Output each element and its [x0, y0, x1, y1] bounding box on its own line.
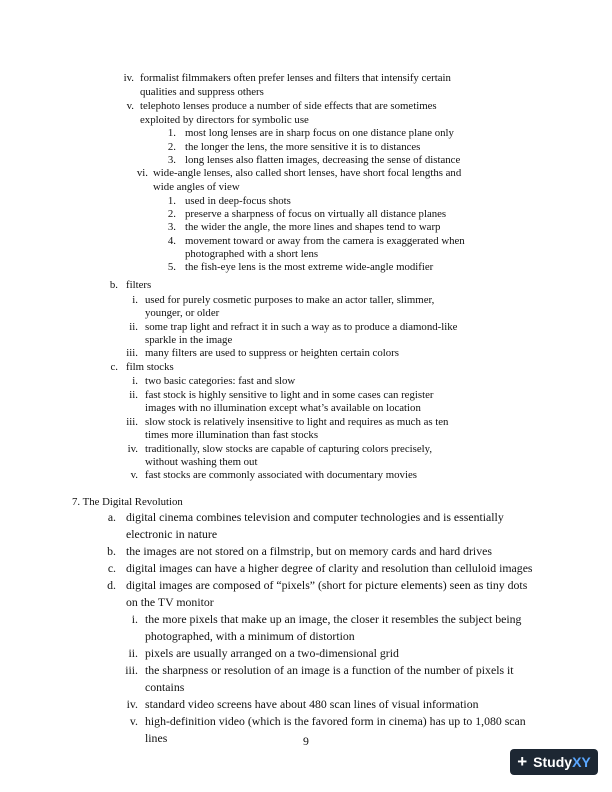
list-item-text: contains [145, 680, 185, 694]
list-item-text: fast stocks are commonly associated with documentary movies [145, 469, 417, 481]
list-marker: iv. [123, 72, 134, 84]
list-marker: c. [107, 561, 116, 575]
section-heading: 7. The Digital Revolution [72, 496, 183, 508]
list-marker: i. [132, 294, 138, 306]
list-item-text: high-definition video (which is the favored form in cinema) has up to 1,080 scan [145, 714, 526, 728]
list-marker: i. [132, 375, 138, 387]
list-marker: c. [110, 361, 118, 373]
list-item-text: qualities and suppress others [140, 86, 264, 98]
list-marker: 1. [167, 195, 176, 207]
list-marker: b. [109, 279, 118, 291]
list-marker: iii. [126, 347, 138, 359]
list-item-text: times more illumination than fast stocks [145, 429, 319, 441]
list-item-text: fast stock is highly sensitive to light and in some cases can register [145, 389, 434, 401]
list-item-text: most long lenses are in sharp focus on one distance plane only [185, 127, 454, 139]
list-marker: v. [129, 714, 138, 728]
list-item-text: images with no illumination except what’s available on location [145, 402, 421, 414]
list-item-text: the fish-eye lens is the most extreme wide-angle modifier [185, 261, 434, 273]
section-label: film stocks [126, 361, 174, 373]
list-item-text: without washing them out [145, 456, 258, 468]
list-item-text: telephoto lenses produce a number of side effects that are sometimes [140, 100, 437, 112]
list-item-text: pixels are usually arranged on a two-dimensional grid [145, 646, 399, 660]
page-number: 9 [303, 734, 309, 748]
list-item-text: many filters are used to suppress or heighten certain colors [145, 347, 399, 359]
list-marker: d. [107, 578, 116, 592]
list-marker: ii. [129, 389, 138, 401]
list-item-text: traditionally, slow stocks are capable of capturing colors precisely, [145, 443, 433, 455]
list-marker: b. [107, 544, 116, 558]
list-marker: iv. [127, 443, 138, 455]
list-marker: 2. [167, 208, 176, 220]
list-item-text: some trap light and refract it in such a way as to produce a diamond-like [145, 321, 458, 333]
list-marker: 4. [167, 235, 176, 247]
list-marker: iv. [126, 697, 138, 711]
plus-icon: + [517, 752, 528, 771]
list-item-text: exploited by directors for symbolic use [140, 114, 309, 126]
list-item-text: younger, or older [145, 307, 220, 319]
list-marker: vi. [136, 167, 148, 179]
list-item-text: the sharpness or resolution of an image is a function of the number of pixels it [145, 663, 514, 677]
list-marker: iii. [126, 416, 138, 428]
list-item-text: slow stock is relatively insensitive to light and requires as much as ten [145, 416, 449, 428]
studyxy-badge[interactable] [510, 749, 598, 775]
list-marker: i. [131, 612, 138, 626]
list-marker: a. [107, 510, 116, 524]
list-marker: 1. [167, 127, 176, 139]
list-item-text: preserve a sharpness of focus on virtually all distance planes [185, 208, 447, 220]
list-marker: 3. [167, 154, 176, 166]
list-marker: 3. [167, 221, 176, 233]
list-item-text: digital images are composed of “pixels” (short for picture elements) seen as tiny dots [126, 578, 528, 592]
list-item-text: long lenses also flatten images, decreasing the sense of distance [185, 154, 461, 166]
list-marker: 5. [167, 261, 176, 273]
list-marker: 2. [167, 141, 176, 153]
list-item-text: digital cinema combines television and computer technologies and is essentially [126, 510, 504, 524]
badge-label: StudyXY [533, 754, 591, 770]
list-item-text: formalist filmmakers often prefer lenses and filters that intensify certain [140, 72, 451, 84]
list-item-text: movement toward or away from the camera is exaggerated when [185, 235, 465, 247]
list-item-text: standard video screens have about 480 scan lines of visual information [145, 697, 479, 711]
list-item-text: sparkle in the image [145, 334, 233, 346]
list-item-text: photographed, with a minimum of distortion [145, 629, 355, 643]
list-item-text: the wider the angle, the more lines and shapes tend to warp [185, 221, 441, 233]
list-item-text: wide angles of view [153, 181, 240, 193]
list-item-text: used for purely cosmetic purposes to make an actor taller, slimmer, [145, 294, 435, 306]
list-item-text: two basic categories: fast and slow [145, 375, 296, 387]
list-item-text: on the TV monitor [126, 595, 214, 609]
list-marker: ii. [129, 321, 138, 333]
list-item-text: digital images can have a higher degree of clarity and resolution than celluloid images [126, 561, 533, 575]
list-marker: v. [126, 100, 134, 112]
list-item-text: the longer the lens, the more sensitive it is to distances [185, 141, 421, 153]
list-item-text: wide-angle lenses, also called short lenses, have short focal lengths and [153, 167, 462, 179]
list-item-text: lines [145, 731, 168, 745]
list-item-text: used in deep-focus shots [185, 195, 291, 207]
section-label: filters [126, 279, 152, 291]
list-item-text: the more pixels that make up an image, the closer it resembles the subject being [145, 612, 522, 626]
list-item-text: the images are not stored on a filmstrip, but on memory cards and hard drives [126, 544, 492, 558]
list-marker: iii. [125, 663, 138, 677]
list-marker: ii. [128, 646, 138, 660]
list-item-text: electronic in nature [126, 527, 218, 541]
list-marker: v. [130, 469, 138, 481]
list-item-text: photographed with a short lens [185, 248, 319, 260]
